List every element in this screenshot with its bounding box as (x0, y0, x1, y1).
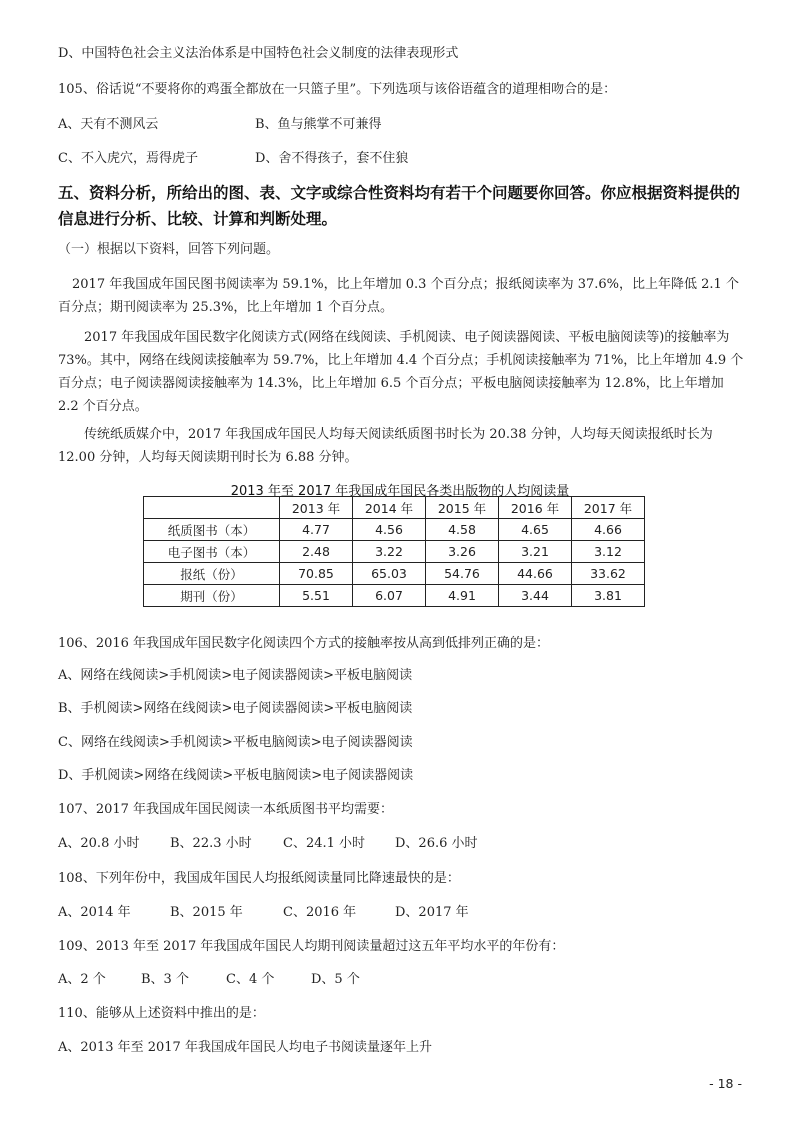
subsection-title: （一）根据以下资料，回答下列问题。 (58, 242, 280, 257)
reading-volume-table (143, 496, 645, 607)
table-title: 2013 年至 2017 年我国成年国民各类出版物的人均阅读量 (230, 484, 570, 499)
table-cell: 2.48 (280, 541, 353, 563)
table-cell: 3.21 (499, 541, 572, 563)
section-heading: 五、资料分析，所给出的图、表、文字或综合性资料均有若干个问题要你回答。你应根据资料提供的信息进行分析、比较、计算和判断处理。 (58, 184, 741, 228)
table-cell: 6.07 (353, 585, 426, 607)
row-label-periodicals: 期刊（份） (144, 585, 280, 607)
table-header-2015: 2015 年 (426, 497, 499, 519)
question-109-option-a: A、2 个 (58, 972, 106, 987)
question-107-option-c: C、24.1 小时 (283, 836, 366, 851)
question-105-option-c: C、不入虎穴，焉得虎子 (58, 151, 198, 166)
question-105-option-a: A、天有不测风云 (58, 117, 159, 132)
table-cell: 4.56 (353, 519, 426, 541)
table-cell: 4.66 (572, 519, 645, 541)
table-cell: 3.44 (499, 585, 572, 607)
table-header-2014: 2014 年 (353, 497, 426, 519)
material-paragraph-3: 传统纸质媒介中，2017 年我国成年国民人均每天阅读纸质图书时长为 20.38 分钟，人均每天阅读报纸时长为 12.00 分钟，人均每天阅读期刊时长为 6.88 分钟。 (58, 427, 713, 465)
question-108-option-d: D、2017 年 (395, 905, 469, 920)
question-109-option-c: C、4 个 (226, 972, 275, 987)
question-107-option-a: A、20.8 小时 (58, 836, 140, 851)
prev-question-option-d: D、中国特色社会主义法治体系是中国特色社会义制度的法律表现形式 (58, 46, 459, 61)
table-header-row (144, 497, 645, 519)
question-109-option-b: B、3 个 (141, 972, 189, 987)
row-label-newspapers: 报纸（份） (144, 563, 280, 585)
table-cell: 44.66 (499, 563, 572, 585)
table-cell: 3.81 (572, 585, 645, 607)
table-row (144, 519, 645, 541)
table-cell: 4.65 (499, 519, 572, 541)
table-cell: 65.03 (353, 563, 426, 585)
page-number: - 18 - (709, 1076, 742, 1091)
question-106-option-d: D、手机阅读>网络在线阅读>平板电脑阅读>电子阅读器阅读 (58, 768, 414, 783)
table-row (144, 585, 645, 607)
table-cell: 33.62 (572, 563, 645, 585)
question-107-option-d: D、26.6 小时 (395, 836, 478, 851)
question-106-stem: 106、2016 年我国成年国民数字化阅读四个方式的接触率按从高到低排列正确的是： (58, 636, 550, 651)
table-row (144, 563, 645, 585)
table-cell: 3.12 (572, 541, 645, 563)
question-110-option-a: A、2013 年至 2017 年我国成年国民人均电子书阅读量逐年上升 (58, 1040, 432, 1055)
material-paragraph-2: 2017 年我国成年国民数字化阅读方式(网络在线阅读、手机阅读、电子阅读器阅读、平板电脑阅读等)的接触率为 73%。其中，网络在线阅读接触率为 59.7%，比上年增加 4.4 个百分点；手机阅读接触率为 71%，比上年增加 4.9 个百分点；电子阅读器阅读接触率为 14.3%，比上年增加 6.5 个百分点；平板电脑阅读接触率为 12.8%，比上年增加 2.2 个百分点。 (58, 330, 744, 414)
question-107-stem: 107、2017 年我国成年国民阅读一本纸质图书平均需要： (58, 802, 394, 817)
question-106-option-c: C、网络在线阅读>手机阅读>平板电脑阅读>电子阅读器阅读 (58, 735, 413, 750)
table-cell: 4.77 (280, 519, 353, 541)
question-110-stem: 110、能够从上述资料中推出的是： (58, 1006, 265, 1021)
question-105-stem: 105、俗话说“不要将你的鸡蛋全都放在一只篮子里”。下列选项与该俗语蕴含的道理相吻合的是： (58, 82, 617, 97)
table-header-2016: 2016 年 (499, 497, 572, 519)
question-105-option-d: D、舍不得孩子，套不住狼 (255, 151, 409, 166)
table-cell: 4.91 (426, 585, 499, 607)
table-cell: 54.76 (426, 563, 499, 585)
question-109-option-d: D、5 个 (311, 972, 360, 987)
question-106-option-a: A、网络在线阅读>手机阅读>电子阅读器阅读>平板电脑阅读 (58, 668, 413, 683)
table-cell: 3.22 (353, 541, 426, 563)
table-cell: 5.51 (280, 585, 353, 607)
table-cell: 4.58 (426, 519, 499, 541)
table-header-2013: 2013 年 (280, 497, 353, 519)
question-108-option-a: A、2014 年 (58, 905, 131, 920)
question-108-option-c: C、2016 年 (283, 905, 357, 920)
material-paragraph-1: 2017 年我国成年国民图书阅读率为 59.1%，比上年增加 0.3 个百分点；报纸阅读率为 37.6%，比上年降低 2.1 个百分点；期刊阅读率为 25.3%，比上年增加 1 个百分点。 (58, 277, 739, 315)
table-row (144, 541, 645, 563)
row-label-e-books: 电子图书（本） (144, 541, 280, 563)
question-108-option-b: B、2015 年 (170, 905, 243, 920)
row-label-paper-books: 纸质图书（本） (144, 519, 280, 541)
table-cell: 3.26 (426, 541, 499, 563)
table-cell: 70.85 (280, 563, 353, 585)
question-108-stem: 108、下列年份中，我国成年国民人均报纸阅读量同比降速最快的是： (58, 871, 460, 886)
question-107-option-b: B、22.3 小时 (170, 836, 252, 851)
question-109-stem: 109、2013 年至 2017 年我国成年国民人均期刊阅读量超过这五年平均水平的年份有： (58, 939, 565, 954)
question-105-option-b: B、鱼与熊掌不可兼得 (255, 117, 382, 132)
table-header-2017: 2017 年 (572, 497, 645, 519)
question-106-option-b: B、手机阅读>网络在线阅读>电子阅读器阅读>平板电脑阅读 (58, 701, 413, 716)
table-corner-cell (144, 497, 280, 519)
